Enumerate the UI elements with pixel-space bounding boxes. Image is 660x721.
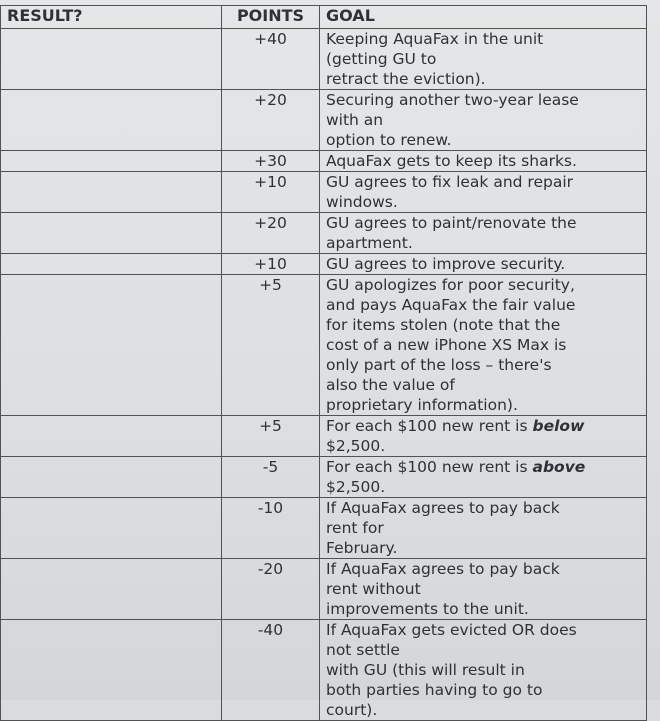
goal-text-line: $2,500. [326,478,386,496]
goal-text-emphasis: above [532,458,586,476]
result-cell[interactable] [1,213,222,254]
goal-text-line: also the value of [326,376,455,394]
table-row [1,620,647,721]
goal-text-prefix: For each $100 new rent is [326,458,533,476]
points-cell [222,172,320,213]
goal-text-line: only part of the loss – there's [326,356,552,374]
goal-text-line: $2,500. [326,437,386,455]
goal-text-line [326,416,642,436]
goal-cell [320,254,647,275]
result-cell[interactable] [1,457,222,498]
goal-text-line: not settle [326,641,400,659]
goal-cell [320,457,647,498]
points-value: -10 [257,499,284,517]
goal-text-line: GU apologizes for poor security, [326,276,575,294]
goal-text-line: with an [326,111,384,129]
table-row [1,457,647,498]
goal-cell [320,416,647,457]
result-cell[interactable] [1,620,222,721]
table-row [1,498,647,559]
header-row [1,6,647,29]
points-cell [222,416,320,457]
table-row [1,151,647,172]
table-row [1,275,647,416]
goal-text-line: February. [326,539,398,557]
goal-text-line: If AquaFax agrees to pay back [326,560,560,578]
goal-text-emphasis: below [532,417,585,435]
goal-cell [320,90,647,151]
points-value: +10 [254,255,287,273]
table-row [1,559,647,620]
goal-cell [320,172,647,213]
goal-text-line: windows. [326,193,398,211]
goal-text-line: apartment. [326,234,413,252]
points-cell [222,275,320,416]
goal-text-line: cost of a new iPhone XS Max is [326,336,567,354]
goal-cell [320,620,647,721]
points-cell [222,90,320,151]
goal-text-line: option to renew. [326,131,452,149]
header-goal: GOAL [320,6,647,29]
header-result: RESULT? [1,6,222,29]
points-cell [222,559,320,620]
points-value: +40 [254,30,287,48]
result-cell[interactable] [1,275,222,416]
result-cell[interactable] [1,559,222,620]
points-cell [222,213,320,254]
goal-cell [320,151,647,172]
goal-text-line [326,457,642,477]
goal-text-line: If AquaFax gets evicted OR does [326,621,577,639]
goal-text-line: improvements to the unit. [326,600,529,618]
goal-cell [320,498,647,559]
points-cell [222,29,320,90]
table-row [1,29,647,90]
points-cell [222,620,320,721]
result-cell[interactable] [1,151,222,172]
goal-text-line: proprietary information). [326,396,518,414]
table-row [1,254,647,275]
goal-cell [320,213,647,254]
table-row [1,416,647,457]
goal-text-line: Securing another two-year lease [326,91,579,109]
goal-text-line: GU agrees to improve security. [326,255,566,273]
points-cell [222,151,320,172]
result-cell[interactable] [1,416,222,457]
result-cell[interactable] [1,254,222,275]
goal-text-line: with GU (this will result in [326,661,525,679]
goal-text-line: retract the eviction). [326,70,486,88]
goal-text-line: If AquaFax agrees to pay back [326,499,560,517]
goal-text-line: for items stolen (note that the [326,316,561,334]
points-value: -5 [262,458,279,476]
goal-text-line: court). [326,701,378,719]
points-cell [222,254,320,275]
header-points: POINTS [222,6,320,29]
points-value: +20 [254,91,287,109]
table-row [1,213,647,254]
points-value: +10 [254,173,287,191]
result-cell[interactable] [1,90,222,151]
goal-text-line: and pays AquaFax the fair value [326,296,576,314]
points-value: -20 [257,560,284,578]
goal-text-line: (getting GU to [326,50,437,68]
table-row [1,90,647,151]
goal-text-prefix: For each $100 new rent is [326,417,533,435]
result-cell[interactable] [1,498,222,559]
scoring-table [0,5,647,721]
result-cell[interactable] [1,29,222,90]
goal-text-line: rent for [326,519,384,537]
goal-text-line: GU agrees to fix leak and repair [326,173,573,191]
points-value: +20 [254,214,287,232]
points-cell [222,457,320,498]
goal-text-line: AquaFax gets to keep its sharks. [326,152,577,170]
points-value: +5 [259,276,282,294]
goal-text-line: Keeping AquaFax in the unit [326,30,544,48]
points-value: +30 [254,152,287,170]
goal-text-line: rent without [326,580,421,598]
table-row [1,172,647,213]
points-value: -40 [257,621,284,639]
goal-text-line: GU agrees to paint/renovate the [326,214,577,232]
goal-text-line: both parties having to go to [326,681,543,699]
goal-cell [320,559,647,620]
points-cell [222,498,320,559]
result-cell[interactable] [1,172,222,213]
points-value: +5 [259,417,282,435]
goal-cell [320,29,647,90]
goal-cell [320,275,647,416]
